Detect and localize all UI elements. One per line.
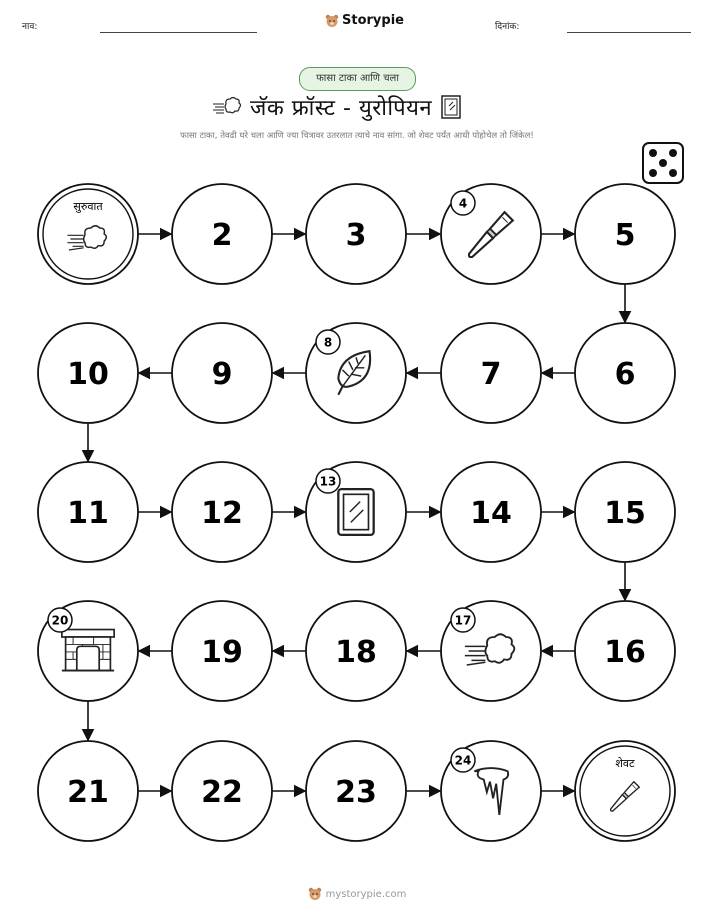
cell-number: 18 [335,635,377,670]
board-cell[interactable] [172,601,272,701]
cell-number: 12 [201,496,243,531]
cell-number: 13 [319,474,337,489]
board-cell[interactable] [306,184,406,284]
cell-number: 7 [480,357,502,392]
board-cell[interactable] [38,601,138,701]
board-cell[interactable] [306,462,406,562]
cell-number: 8 [323,335,333,350]
cell-number: 6 [614,357,636,392]
cell-number: 16 [604,635,646,670]
date-label: दिनांक: [495,22,520,32]
cell-number: 5 [614,218,636,253]
dice-icon[interactable] [641,141,685,185]
board-cell[interactable] [38,184,138,284]
board-cell[interactable] [575,741,675,841]
start-label: सुरुवात [73,200,103,213]
cell-number: 14 [470,496,512,531]
board-cell[interactable] [172,323,272,423]
board-cell[interactable] [575,601,675,701]
board-cell[interactable] [575,462,675,562]
board-cell[interactable] [172,741,272,841]
footer [0,887,714,901]
cell-number: 19 [201,635,243,670]
page-title: जॅक फ्रॉस्ट - युरोपियन [250,96,433,121]
board-cell[interactable] [38,462,138,562]
board-cell[interactable] [306,601,406,701]
board-cell[interactable] [441,601,541,701]
board-cell[interactable] [38,323,138,423]
fireplace-icon [62,630,114,671]
cell-number: 15 [604,496,646,531]
cell-number: 23 [335,775,377,810]
board-cell[interactable] [172,462,272,562]
cell-number: 11 [67,496,109,531]
cell-number: 21 [67,775,109,810]
mirror-icon [338,489,373,535]
board-cell[interactable] [38,741,138,841]
board-cell[interactable] [441,323,541,423]
game-type-badge: फासा टाका आणि चला [299,67,416,91]
name-label: नाव: [22,22,38,32]
board-cell[interactable] [306,741,406,841]
cell-number: 17 [454,613,472,628]
cell-number: 20 [51,613,69,628]
footer-url: mystorypie.com [325,888,407,900]
cell-number: 22 [201,775,243,810]
cell-number: 9 [211,357,233,392]
board-cell[interactable] [306,323,406,423]
bear-icon [308,887,322,901]
brand-name: Storypie [342,13,404,28]
board-cell[interactable] [575,184,675,284]
end-label: शेवट [615,757,635,770]
cell-number: 2 [211,218,233,253]
instructions: फासा टाका, तेवढी घरे चला आणि ज्या चित्रावर उतरलात त्याचे नाव सांगा. जो शेवट पर्यंत आधी पोहोचेल तो जिंकेल! [180,131,534,141]
board-cell[interactable] [575,323,675,423]
cell-number: 10 [67,357,109,392]
cell-number: 3 [345,218,367,253]
cell-number: 24 [454,753,472,768]
board-cell[interactable] [441,184,541,284]
board-cell[interactable] [172,184,272,284]
cell-circle [38,184,138,284]
board-cell[interactable] [441,462,541,562]
cell-number: 4 [458,196,468,211]
board-cell[interactable] [441,741,541,841]
